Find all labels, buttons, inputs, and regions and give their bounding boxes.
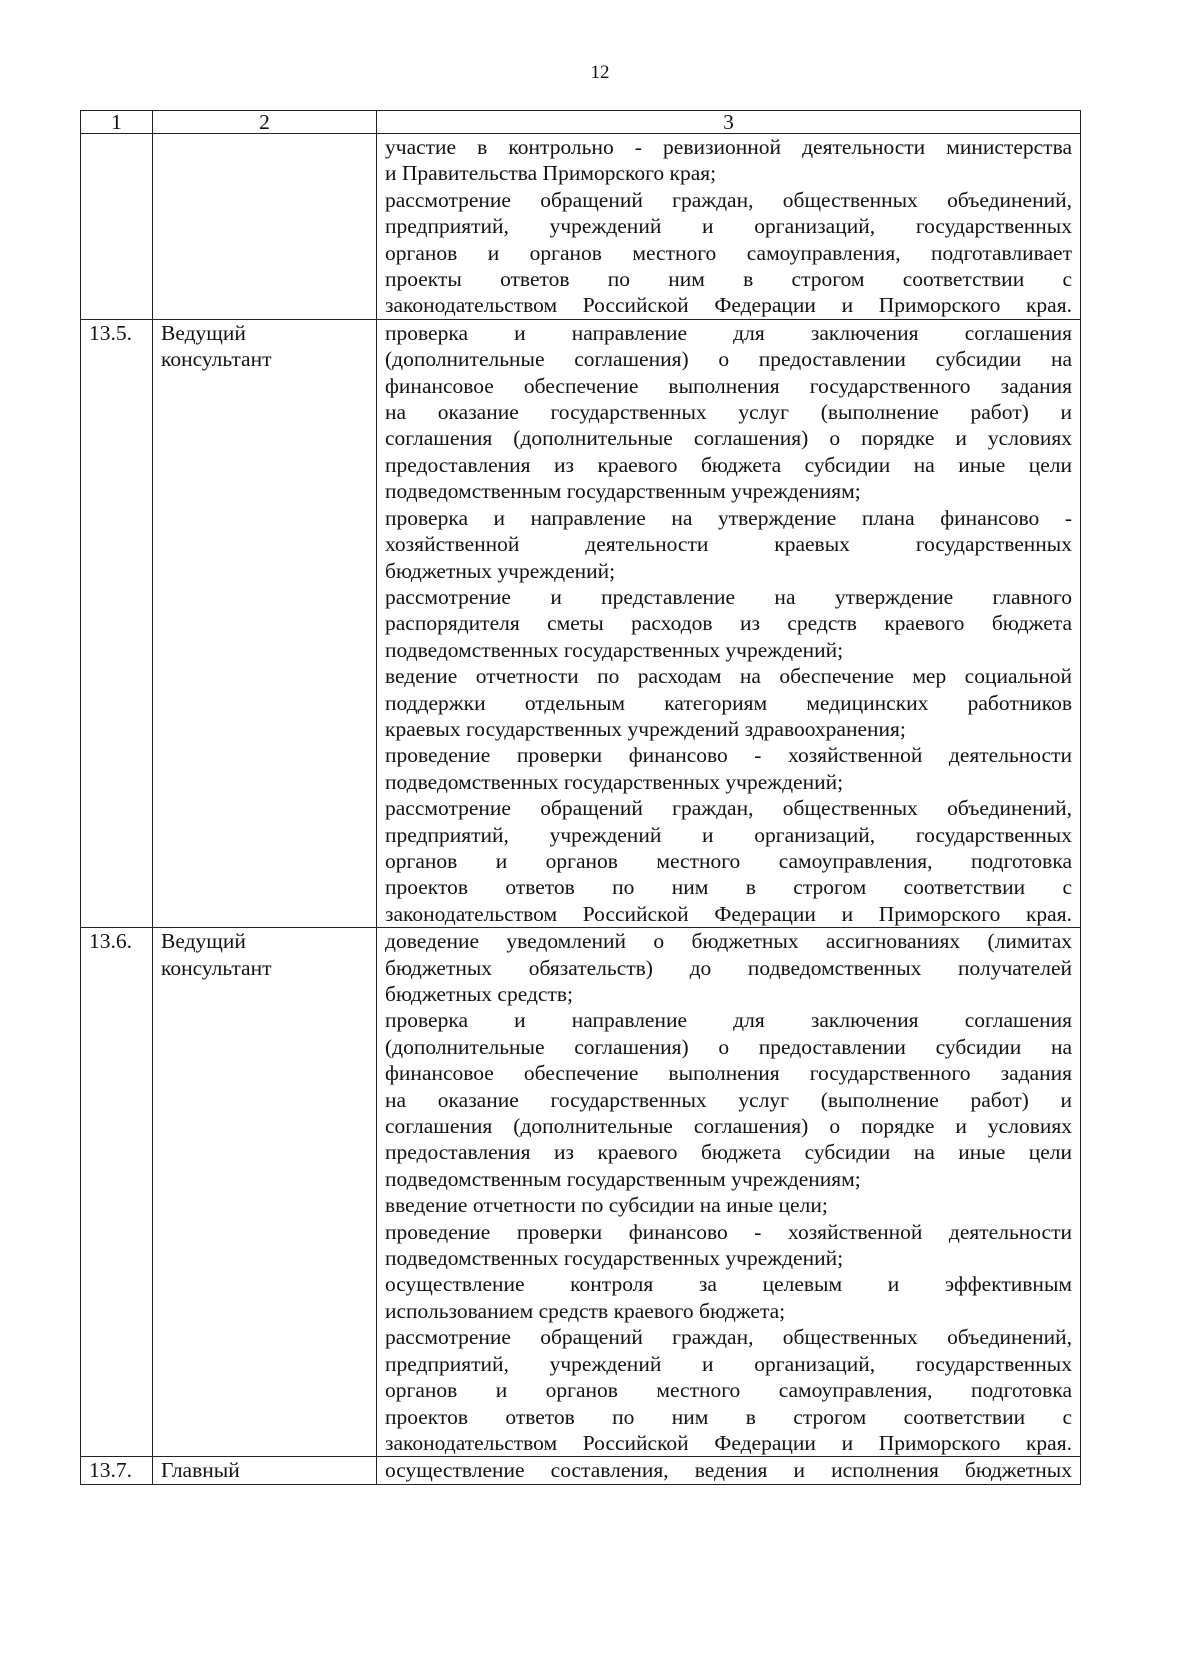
duty-line: поддержки отдельным категориям медицинских работников — [385, 690, 1072, 715]
duty-line: проведение проверки финансово - хозяйственной деятельности — [385, 1219, 1072, 1244]
duty-line: проведение проверки финансово - хозяйственной деятельности — [385, 743, 1072, 768]
duty-line: проектов ответов по ним в строгом соответствии с — [385, 1404, 1072, 1429]
duty-line: проекты ответов по ним в строгом соответствии с — [385, 267, 1072, 292]
page-number: 12 — [590, 62, 610, 83]
position-title-line: консультант — [161, 955, 272, 980]
table-header-row — [81, 111, 1081, 134]
position-title-line: Ведущий — [161, 929, 246, 954]
duty-line: органов и органов местного самоуправления, подготавливает — [385, 240, 1072, 265]
duty-line: подведомственным государственным учреждениям; — [385, 1166, 861, 1191]
duty-line: рассмотрение обращений граждан, общественных объединений, — [385, 187, 1072, 212]
duty-line: доведение уведомлений о бюджетных ассигнованиях (лимитах — [385, 929, 1072, 954]
duty-line: введение отчетности по субсидии на иные цели; — [385, 1193, 828, 1218]
duty-line: органов и органов местного самоуправления, подготовка — [385, 848, 1072, 873]
row-number: 13.5. — [81, 319, 153, 927]
duty-line: подведомственных государственных учреждений; — [385, 637, 844, 662]
row-number: 13.6. — [81, 928, 153, 1457]
header-col-2: 2 — [153, 111, 377, 134]
duty-line: законодательством Российской Федерации и Приморского края. — [385, 901, 1072, 926]
duty-line: предприятий, учреждений и организаций, государственных — [385, 1351, 1072, 1376]
header-col-3: 3 — [377, 111, 1081, 134]
table-row — [81, 928, 1081, 1457]
duty-line: рассмотрение обращений граждан, общественных объединений, — [385, 796, 1072, 821]
duty-line: проверка и направление на утверждение плана финансово - — [385, 505, 1072, 530]
duty-line: соглашения (дополнительные соглашения) о порядке и условиях — [385, 426, 1072, 451]
duties-cell — [377, 928, 1081, 1457]
duty-line: краевых государственных учреждений здравоохранения; — [385, 716, 906, 741]
duty-line: законодательством Российской Федерации и Приморского края. — [385, 1430, 1072, 1455]
duty-line: рассмотрение и представление на утверждение главного — [385, 584, 1072, 609]
duty-line: рассмотрение обращений граждан, общественных объединений, — [385, 1325, 1072, 1350]
duty-line: использованием средств краевого бюджета; — [385, 1298, 786, 1323]
position-title-line: консультант — [161, 347, 272, 372]
duty-line: ведение отчетности по расходам на обеспечение мер социальной — [385, 664, 1072, 689]
duty-line: проверка и направление для заключения соглашения — [385, 320, 1072, 345]
duty-line: финансовое обеспечение выполнения государственного задания — [385, 373, 1072, 398]
duty-line: и Правительства Приморского края; — [385, 161, 717, 186]
duty-line: подведомственных государственных учреждений; — [385, 769, 844, 794]
table-row — [81, 319, 1081, 927]
row-number — [81, 134, 153, 320]
position-title — [153, 319, 377, 927]
duty-line: (дополнительные соглашения) о предоставлении субсидии на — [385, 1034, 1072, 1059]
duty-line: предоставления из краевого бюджета субсидии на иные цели — [385, 452, 1072, 477]
duties-cell — [377, 1457, 1081, 1484]
duty-line: бюджетных обязательств) до подведомственных получателей — [385, 955, 1072, 980]
duty-line: участие в контрольно - ревизионной деятельности министерства — [385, 135, 1072, 159]
duties-cell — [377, 134, 1081, 320]
duty-line: осуществление контроля за целевым и эффективным — [385, 1272, 1072, 1297]
duties-table — [80, 110, 1081, 1485]
position-title — [153, 928, 377, 1457]
duty-line: предприятий, учреждений и организаций, государственных — [385, 214, 1072, 239]
header-col-1: 1 — [81, 111, 153, 134]
duty-line: (дополнительные соглашения) о предоставлении субсидии на — [385, 347, 1072, 372]
duty-line: подведомственным государственным учреждениям; — [385, 479, 861, 504]
table-row — [81, 134, 1081, 320]
duty-line: финансовое обеспечение выполнения государственного задания — [385, 1061, 1072, 1086]
duty-line: предоставления из краевого бюджета субсидии на иные цели — [385, 1140, 1072, 1165]
duty-line: бюджетных учреждений; — [385, 558, 616, 583]
duty-line: хозяйственной деятельности краевых государственных — [385, 532, 1072, 557]
row-number: 13.7. — [81, 1457, 153, 1484]
duty-line: осуществление составления, ведения и исполнения бюджетных — [385, 1458, 1072, 1483]
duty-line: соглашения (дополнительные соглашения) о порядке и условиях — [385, 1114, 1072, 1139]
duty-line: органов и органов местного самоуправления, подготовка — [385, 1378, 1072, 1403]
duty-line: проверка и направление для заключения соглашения — [385, 1008, 1072, 1033]
table-row — [81, 1457, 1081, 1484]
duty-line: предприятий, учреждений и организаций, государственных — [385, 822, 1072, 847]
position-title-line: Ведущий — [161, 320, 246, 345]
duties-cell — [377, 319, 1081, 927]
duty-line: на оказание государственных услуг (выполнение работ) и — [385, 1087, 1072, 1112]
duty-line: подведомственных государственных учреждений; — [385, 1246, 844, 1271]
duty-line: законодательством Российской Федерации и Приморского края. — [385, 293, 1072, 318]
duty-line: бюджетных средств; — [385, 982, 573, 1006]
duty-line: распорядителя сметы расходов из средств краевого бюджета — [385, 611, 1072, 636]
table-body — [81, 134, 1081, 1485]
duty-line: на оказание государственных услуг (выполнение работ) и — [385, 400, 1072, 425]
position-title — [153, 134, 377, 320]
position-title-line: Главный — [161, 1458, 240, 1483]
position-title — [153, 1457, 377, 1484]
duty-line: проектов ответов по ним в строгом соответствии с — [385, 875, 1072, 900]
